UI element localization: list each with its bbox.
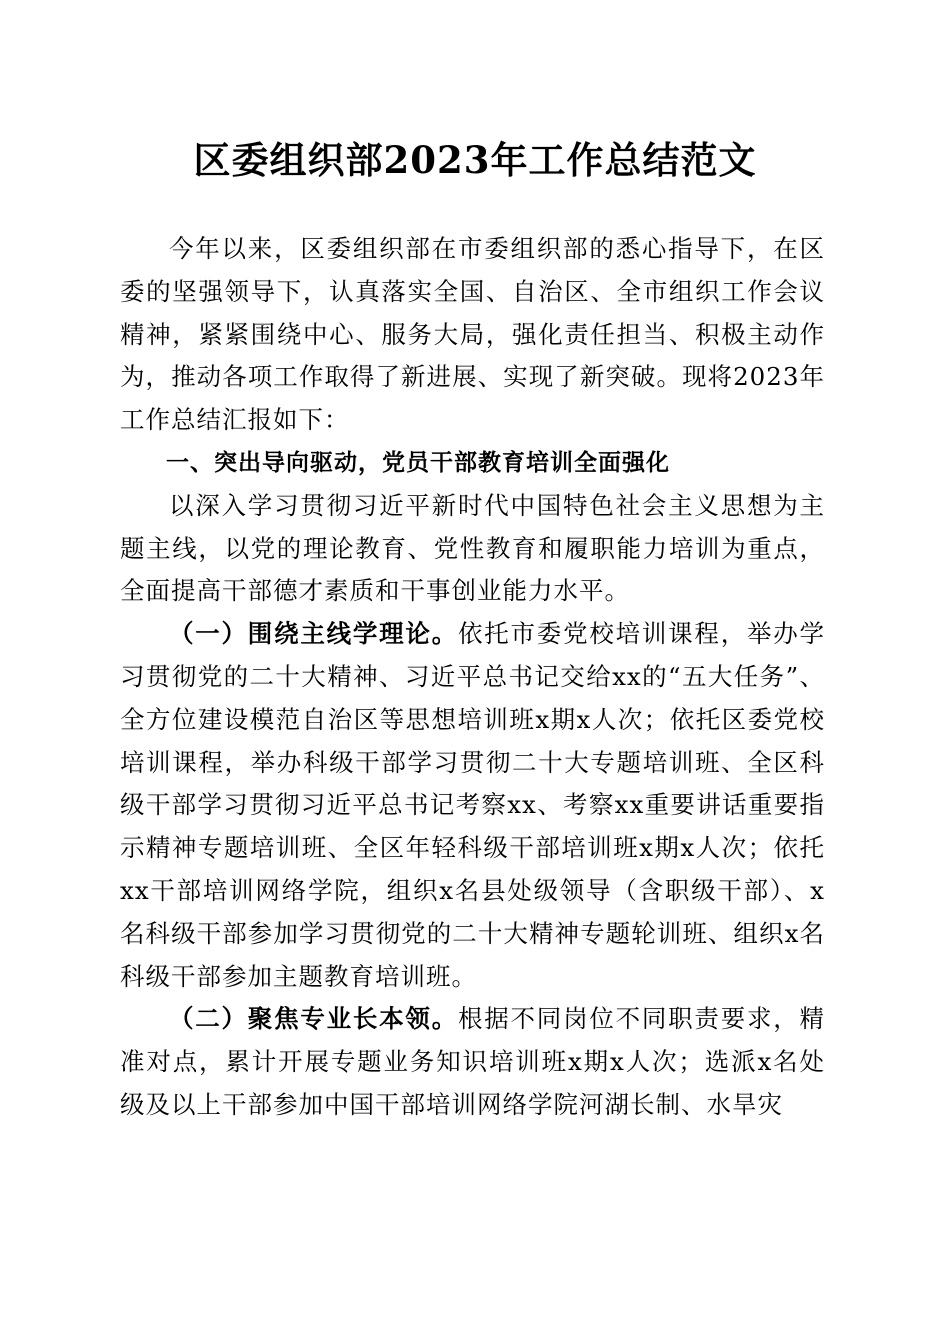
subsection-paragraph-2 [120, 998, 825, 1126]
subsection-text-2: 根据不同岗位不同职责要求，精准对点，累计开展专题业务知识培训班x期x人次；选派x名处级及以上干部参加中国干部培训网络学院河湖长制、水旱灾 [120, 1004, 826, 1119]
section-heading: 一、突出导向驱动，党员干部教育培训全面强化 [166, 449, 670, 476]
document-body [120, 228, 825, 1127]
subsection-lead-1: （一）围绕主线学理论。 [169, 619, 458, 649]
section-intro-paragraph: 以深入学习贯彻习近平新时代中国特色社会主义思想为主题主线，以党的理论教育、党性教育和履职能力培训为重点，全面提高干部德才素质和干事创业能力水平。 [120, 490, 825, 606]
subsection-text-1: 依托市委党校培训课程，举办学习贯彻党的二十大精神、习近平总书记交给xx的“五大任务”、全方位建设模范自治区等思想培训班x期x人次；依托区委党校培训课程，举办科级干部学习贯彻二十大专题培训班、全区科级干部学习贯彻习近平总书记考察xx、考察xx重要讲话重要指示精神专题培训班、全区年轻科级干部培训班x期x人次；依托xx干部培训网络学院，组织x名县处级领导（含职级干部）、x名科级干部参加学习贯彻党的二十大精神专题轮训班、组织x名科级干部参加主题教育培训班。 [120, 619, 826, 991]
document-title: 区委组织部2023年工作总结范文 [193, 138, 757, 182]
subsection-lead-2: （二）聚焦专业长本领。 [169, 1004, 458, 1034]
subsection-paragraph-1 [120, 613, 825, 998]
intro-paragraph: 今年以来，区委组织部在市委组织部的悉心指导下，在区委的坚强领导下，认真落实全国、自治区、全市组织工作会议精神，紧紧围绕中心、服务大局，强化责任担当、积极主动作为，推动各项工作取得了新进展、实现了新突破。现将2023年工作总结汇报如下： [120, 234, 825, 435]
